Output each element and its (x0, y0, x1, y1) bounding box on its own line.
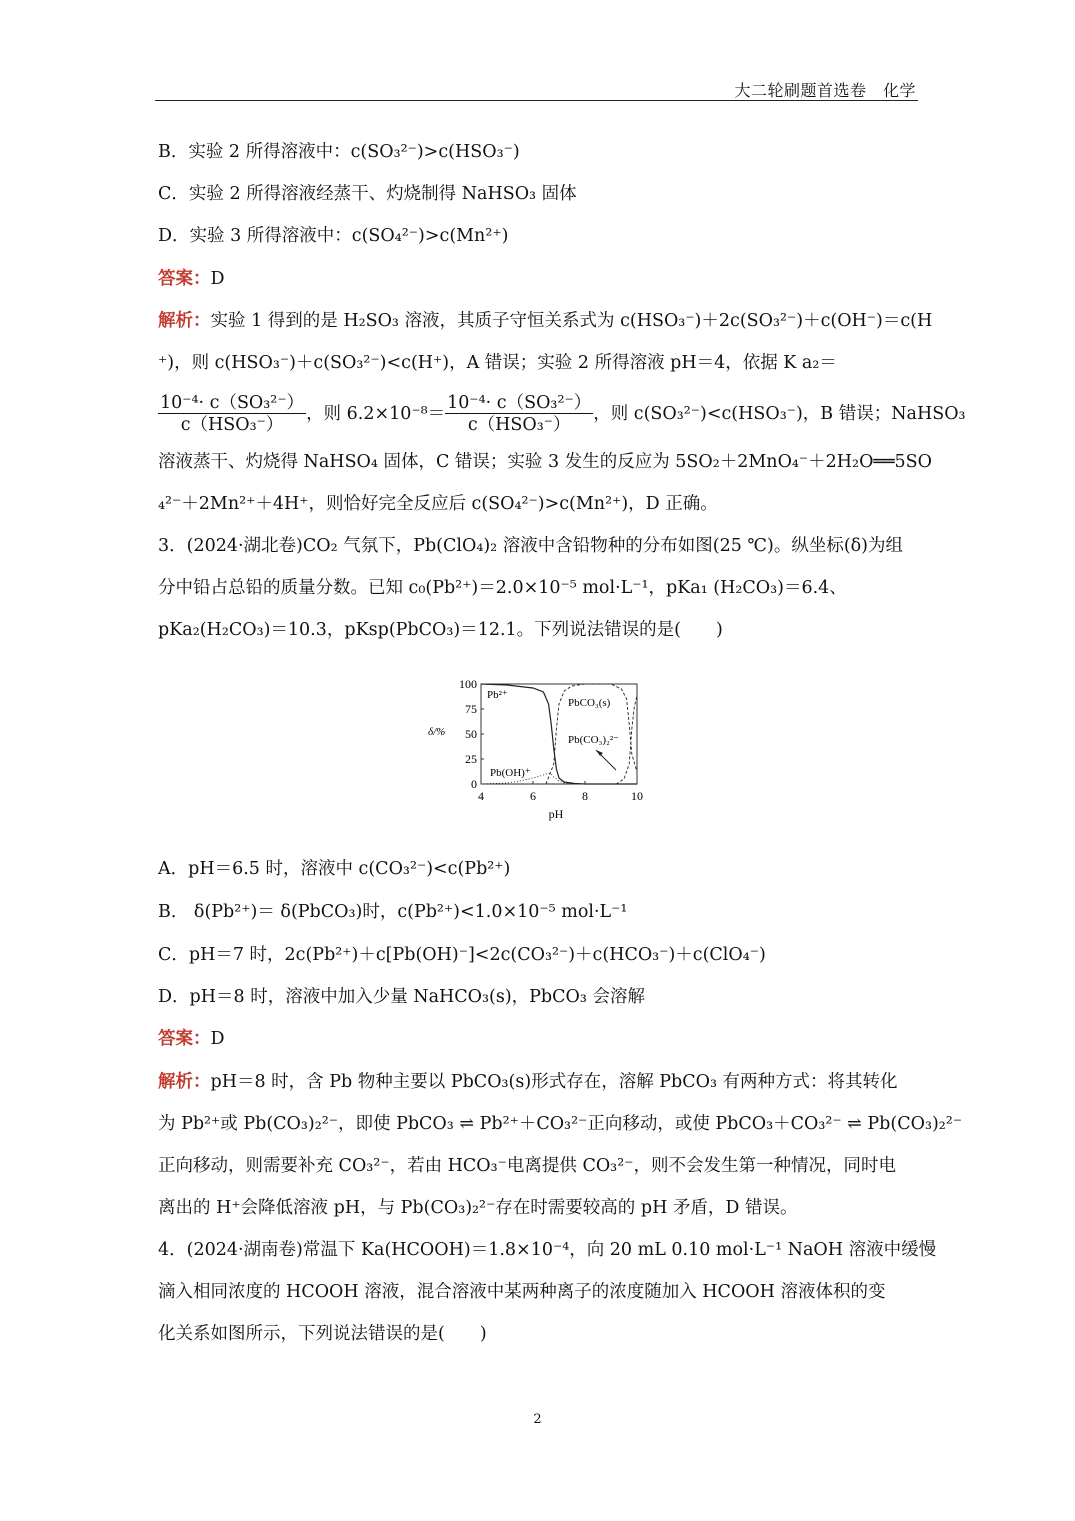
q2-option-d: D．实验 3 所得溶液中：c(SO₄²⁻)>c(Mn²⁺) (158, 226, 509, 246)
x-tick-label: 10 (631, 789, 643, 803)
x-axis-label: pH (548, 807, 564, 821)
x-tick-label: 4 (478, 789, 484, 803)
answer-value: D (210, 269, 225, 289)
q4-stem-line-3: 化关系如图所示，下列说法错误的是( ) (158, 1324, 487, 1344)
fraction-numerator: 10⁻⁴· c（SO₃²⁻） (160, 393, 305, 413)
fraction-1 (158, 393, 306, 436)
fraction-2 (445, 393, 593, 436)
q3-option-c: C．pH＝7 时，2c(Pb²⁺)＋c[Pb(OH)⁻]<2c(CO₃²⁻)＋c(HCO₃⁻)＋c(ClO₄⁻) (158, 945, 766, 965)
distribution-chart (420, 672, 660, 830)
analysis-text: pH＝8 时，含 Pb 物种主要以 PbCO₃(s)形式存在，溶解 PbCO₃ 有两种方式：将其转化 (210, 1072, 898, 1092)
fraction-denominator: c（HSO₃⁻） (180, 415, 284, 435)
analysis-label: 解析： (158, 1072, 211, 1092)
q2-analysis-line-2: ⁺)，则 c(HSO₃⁻)＋c(SO₃²⁻)<c(H⁺)，A 错误；实验 2 所得溶液 pH＝4，依据 K a₂＝ (158, 353, 837, 373)
q2-analysis-line-1 (158, 310, 932, 332)
answer-value: D (210, 1029, 225, 1049)
annotation-pboh: Pb(OH)⁺ (490, 767, 531, 779)
arrowhead (596, 750, 603, 756)
annotation-pb2: Pb²⁺ (487, 689, 508, 701)
q3-analysis-line-1 (158, 1071, 898, 1093)
fraction-denominator: c（HSO₃⁻） (467, 415, 571, 435)
fraction-numerator: 10⁻⁴· c（SO₃²⁻） (447, 393, 592, 413)
q3-stem-line-2: 分中铅占总铅的质量分数。已知 c₀(Pb²⁺)＝2.0×10⁻⁵ mol·L⁻¹，pKa₁ (H₂CO₃)＝6.4、 (158, 578, 847, 598)
q3-option-a: A．pH＝6.5 时，溶液中 c(CO₃²⁻)<c(Pb²⁺) (158, 859, 511, 879)
q2-answer (158, 268, 225, 290)
answer-label: 答案： (158, 1029, 211, 1049)
header-title: 大二轮刷题首选卷 化学 (734, 81, 916, 100)
analysis-text: 实验 1 得到的是 H₂SO₃ 溶液，其质子守恒关系式为 c(HSO₃⁻)＋2c(SO₃²⁻)＋c(OH⁻)＝c(H (210, 311, 933, 331)
q3-option-b: B． δ(Pb²⁺)＝ δ(PbCO₃)时，c(Pb²⁺)<1.0×10⁻⁵ mol·L⁻¹ (158, 902, 628, 922)
y-tick-label: 50 (465, 727, 477, 741)
q3-option-d: D．pH＝8 时，溶液中加入少量 NaHCO₃(s)，PbCO₃ 会溶解 (158, 987, 645, 1007)
page-header (155, 78, 918, 101)
q3-stem-line-1: 3．(2024·湖北卷)CO₂ 气氛下，Pb(ClO₄)₂ 溶液中含铅物种的分布如图(25 ℃)。纵坐标(δ)为组 (158, 536, 904, 556)
q3-analysis-line-2: 为 Pb²⁺或 Pb(CO₃)₂²⁻，即使 PbCO₃ ⇌ Pb²⁺＋CO₃²⁻正向移动，或使 PbCO₃＋CO₃²⁻ ⇌ Pb(CO₃)₂²⁻ (158, 1114, 963, 1134)
q3-stem-line-3: pKa₂(H₂CO₃)＝10.3，pKsp(PbCO₃)＝12.1。下列说法错误的是( ) (158, 620, 723, 640)
analysis-label: 解析： (158, 311, 211, 331)
q2-option-b: B．实验 2 所得溶液中：c(SO₃²⁻)>c(HSO₃⁻) (158, 142, 520, 162)
annotation-pbco32: Pb(CO₃)₂²⁻ (568, 734, 619, 746)
q2-analysis-line-5: ₄²⁻＋2Mn²⁺＋4H⁺，则恰好完全反应后 c(SO₄²⁻)>c(Mn²⁺)，D 正确。 (158, 494, 718, 514)
q3-analysis-line-4: 离出的 H⁺会降低溶液 pH，与 Pb(CO₃)₂²⁻存在时需要较高的 pH 矛盾，D 错误。 (158, 1198, 798, 1218)
analysis-text: ，则 c(SO₃²⁻)<c(HSO₃⁻)，B 错误；NaHSO₃ (593, 404, 966, 424)
q4-stem-line-2: 滴入相同浓度的 HCOOH 溶液，混合溶液中某两种离子的浓度随加入 HCOOH 溶液体积的变 (158, 1282, 886, 1302)
analysis-text: ，则 6.2×10⁻⁸＝ (306, 404, 446, 424)
y-tick-label: 0 (471, 777, 477, 791)
x-tick-label: 8 (582, 789, 588, 803)
q2-option-c: C．实验 2 所得溶液经蒸干、灼烧制得 NaHSO₃ 固体 (158, 184, 577, 204)
q2-analysis-line-3 (158, 392, 966, 436)
annotation-pbco3: PbCO₃(s) (568, 697, 611, 709)
page-number: 2 (533, 1412, 542, 1427)
q3-analysis-line-3: 正向移动，则需要补充 CO₃²⁻，若由 HCO₃⁻电离提供 CO₃²⁻，则不会发生第一种情况，同时电 (158, 1156, 896, 1176)
q4-stem-line-1: 4．(2024·湖南卷)常温下 Ka(HCOOH)＝1.8×10⁻⁴，向 20 mL 0.10 mol·L⁻¹ NaOH 溶液中缓慢 (158, 1240, 937, 1260)
q3-answer (158, 1028, 225, 1050)
q2-analysis-line-4: 溶液蒸干、灼烧得 NaHSO₄ 固体，C 错误；实验 3 发生的反应为 5SO₂＋2MnO₄⁻＋2H₂O══5SO (158, 452, 932, 472)
y-tick-label: 25 (465, 752, 477, 766)
y-tick-label: 100 (459, 677, 477, 691)
x-tick-label: 6 (530, 789, 536, 803)
y-axis-label: δ/% (428, 726, 446, 738)
answer-label: 答案： (158, 269, 211, 289)
y-tick-label: 75 (465, 702, 477, 716)
